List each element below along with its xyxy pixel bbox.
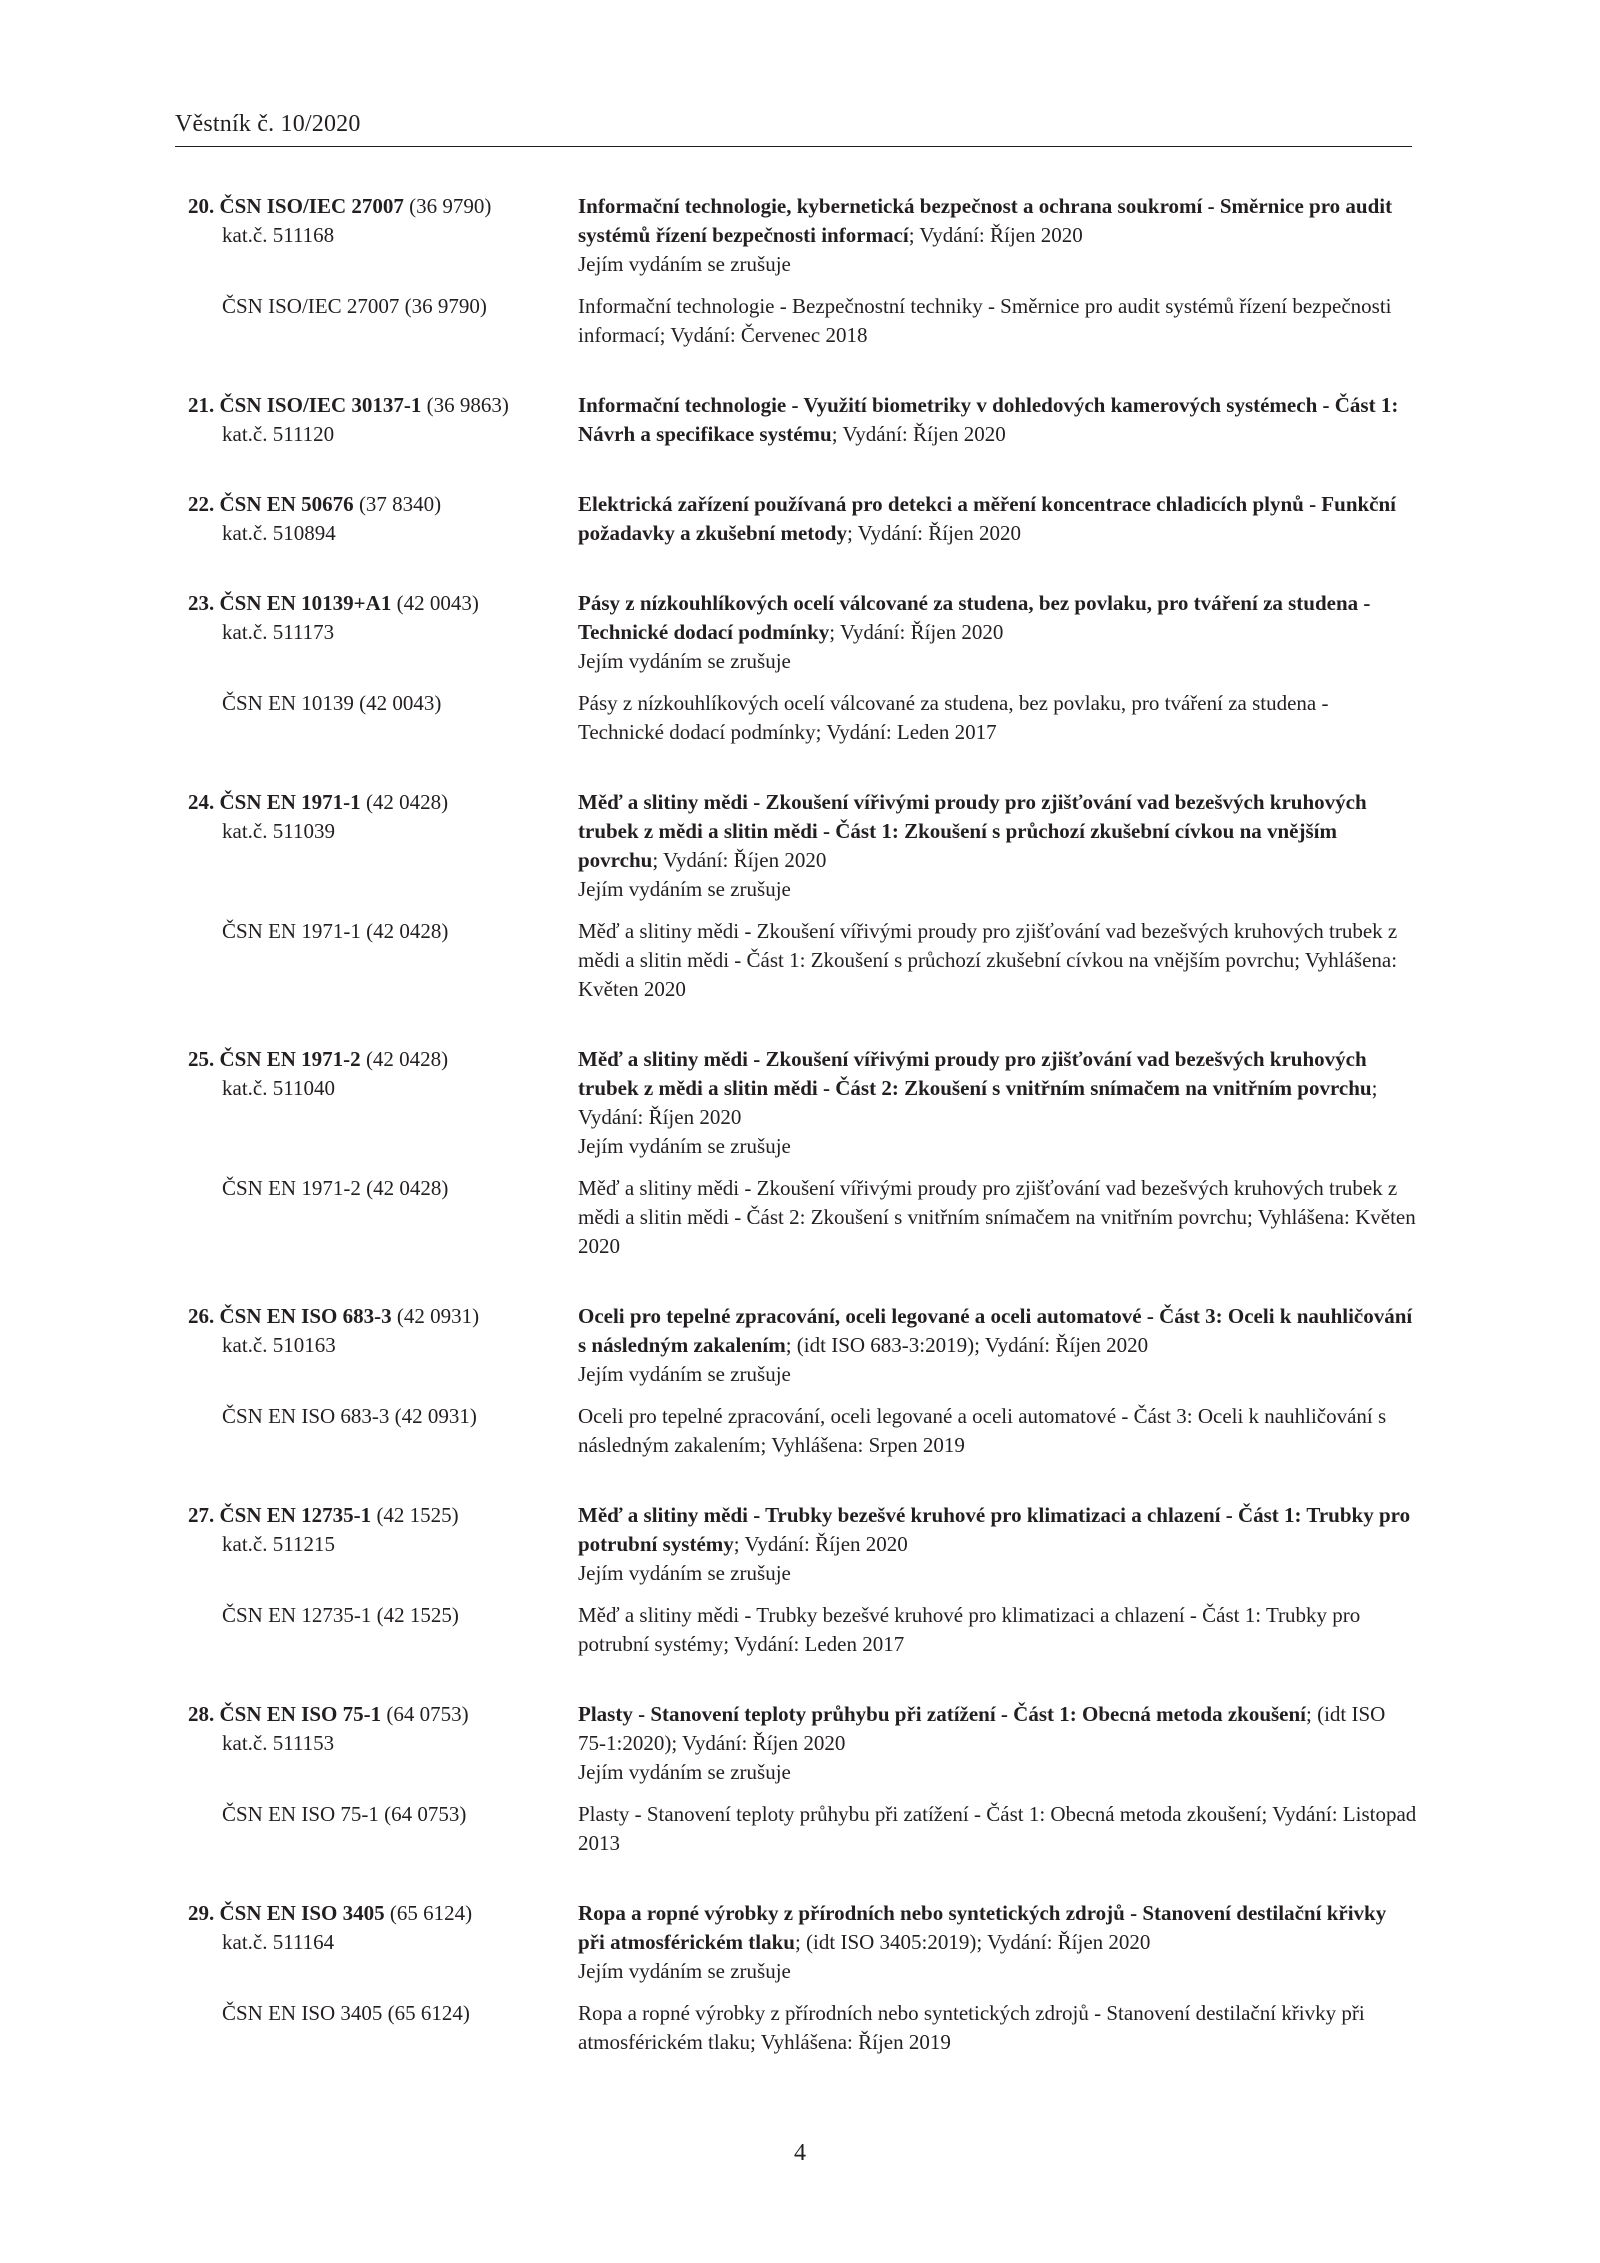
cancellation-note: Jejím vydáním se zrušuje	[578, 1959, 791, 1983]
standard-code: ČSN EN 1971-1	[219, 790, 361, 814]
standard-code: ČSN EN 1971-2	[219, 1047, 361, 1071]
standard-code: ČSN EN ISO 3405	[219, 1901, 385, 1925]
standard-title: Ropa a ropné výrobky z přírodních nebo syntetických zdrojů - Stanovení destilační křivky při atmosférickém tlaku	[578, 1901, 1387, 1954]
catalog-number: kat.č. 511164	[222, 1930, 335, 1954]
standard-entry	[0, 192, 1600, 350]
class-code: (65 6124)	[384, 1901, 473, 1925]
standard-entry	[0, 490, 1600, 548]
class-code: (42 0428)	[360, 1047, 449, 1071]
standard-description	[578, 192, 1418, 279]
standard-code: ČSN EN 50676	[219, 492, 354, 516]
standards-list	[0, 192, 1600, 2098]
standard-entry	[0, 589, 1600, 747]
replaced-code: ČSN EN 12735-1 (42 1525)	[222, 1603, 459, 1627]
entry-number: 25.	[188, 1047, 215, 1071]
new-standard-row	[0, 1899, 1600, 1986]
replaced-id	[188, 1800, 568, 1829]
replaced-description: Měď a slitiny mědi - Zkoušení vířivými proudy pro zjišťování vad bezešvých kruhových trubek z mědi a slitin mědi - Část 2: Zkoušení s vnitřním snímačem na vnitřním povrchu; Vyhlášena: Květen 2020	[578, 1176, 1416, 1258]
standard-id	[188, 1501, 568, 1559]
new-standard-row	[0, 192, 1600, 279]
replaced-standard-row	[0, 1800, 1600, 1858]
class-code: (36 9863)	[421, 393, 509, 417]
standard-id	[188, 192, 568, 250]
standard-details: ; (idt ISO 75-1:2020); Vydání: Říjen 2020	[578, 1702, 1386, 1755]
replaced-standard-row	[0, 1402, 1600, 1460]
standard-description	[578, 589, 1418, 676]
replaced-standard-row	[0, 1601, 1600, 1659]
standard-details: ; (idt ISO 683-3:2019); Vydání: Říjen 2020	[785, 1333, 1149, 1357]
replaced-id	[188, 1999, 568, 2028]
page-number: 4	[794, 2140, 806, 2166]
standard-description	[578, 1700, 1418, 1787]
replaced-standard-row	[0, 917, 1600, 1004]
replaced-standard-row	[0, 292, 1600, 350]
new-standard-row	[0, 391, 1600, 449]
standard-code: ČSN EN ISO 683-3	[219, 1304, 392, 1328]
standard-title: Pásy z nízkouhlíkových ocelí válcované za studena, bez povlaku, pro tváření za studena - Technické dodací podmínky	[578, 591, 1371, 644]
standard-description	[578, 391, 1418, 449]
replaced-id	[188, 917, 568, 946]
catalog-number: kat.č. 511215	[222, 1532, 335, 1556]
standard-details: ; Vydání: Říjen 2020	[908, 223, 1083, 247]
standard-code: ČSN EN 12735-1	[219, 1503, 372, 1527]
new-standard-row	[0, 1501, 1600, 1588]
replaced-code: ČSN EN 1971-1 (42 0428)	[222, 919, 449, 943]
replaced-id	[188, 1174, 568, 1203]
entry-number: 22.	[188, 492, 215, 516]
standard-description	[578, 1045, 1418, 1161]
cancellation-note: Jejím vydáním se zrušuje	[578, 649, 791, 673]
class-code: (42 0428)	[360, 790, 449, 814]
standard-title: Plasty - Stanovení teploty průhybu při zatížení - Část 1: Obecná metoda zkoušení	[578, 1702, 1307, 1726]
standard-id	[188, 391, 568, 449]
class-code: (42 1525)	[371, 1503, 459, 1527]
entry-number: 29.	[188, 1901, 215, 1925]
standard-id	[188, 1302, 568, 1360]
entry-number: 24.	[188, 790, 215, 814]
standard-details: ; (idt ISO 3405:2019); Vydání: Říjen 2020	[794, 1930, 1151, 1954]
replaced-description: Plasty - Stanovení teploty průhybu při zatížení - Část 1: Obecná metoda zkoušení; Vydání: Listopad 2013	[578, 1802, 1417, 1855]
catalog-number: kat.č. 511120	[222, 422, 335, 446]
standard-entry	[0, 1700, 1600, 1858]
replaced-code: ČSN EN ISO 3405 (65 6124)	[222, 2001, 470, 2025]
standard-title: Informační technologie, kybernetická bezpečnost a ochrana soukromí - Směrnice pro audit systémů řízení bezpečnosti informací	[578, 194, 1393, 247]
entry-number: 23.	[188, 591, 215, 615]
class-code: (37 8340)	[353, 492, 442, 516]
standard-description	[578, 1302, 1418, 1389]
replaced-code: ČSN EN ISO 75-1 (64 0753)	[222, 1802, 467, 1826]
replaced-id	[188, 1601, 568, 1630]
standard-description	[578, 788, 1418, 904]
standard-id	[188, 490, 568, 548]
replaced-description: Ropa a ropné výrobky z přírodních nebo syntetických zdrojů - Stanovení destilační křivky při atmosférickém tlaku; Vyhlášena: Říjen 2019	[578, 2001, 1365, 2054]
replaced-description: Pásy z nízkouhlíkových ocelí válcované za studena, bez povlaku, pro tváření za studena - Technické dodací podmínky; Vydání: Leden 2017	[578, 691, 1329, 744]
standard-entry	[0, 391, 1600, 449]
cancellation-note: Jejím vydáním se zrušuje	[578, 1362, 791, 1386]
standard-code: ČSN ISO/IEC 30137-1	[219, 393, 422, 417]
standard-details: ; Vydání: Říjen 2020	[733, 1532, 908, 1556]
replaced-id	[188, 1402, 568, 1431]
page-header	[175, 108, 1412, 147]
replaced-standard-row	[0, 1174, 1600, 1261]
new-standard-row	[0, 589, 1600, 676]
cancellation-note: Jejím vydáním se zrušuje	[578, 877, 791, 901]
standard-description	[578, 1899, 1418, 1986]
catalog-number: kat.č. 510894	[222, 521, 336, 545]
new-standard-row	[0, 788, 1600, 904]
replaced-description: Měď a slitiny mědi - Zkoušení vířivými proudy pro zjišťování vad bezešvých kruhových trubek z mědi a slitin mědi - Část 1: Zkoušení s průchozí zkušební cívkou na vnějším povrchu; Vyhlášena: Květen 2020	[578, 919, 1398, 1001]
replaced-description: Měď a slitiny mědi - Trubky bezešvé kruhové pro klimatizaci a chlazení - Část 1: Trubky pro potrubní systémy; Vydání: Leden 2017	[578, 1603, 1361, 1656]
standard-entry	[0, 1501, 1600, 1659]
entry-number: 26.	[188, 1304, 215, 1328]
standard-entry	[0, 1302, 1600, 1460]
standard-title: Oceli pro tepelné zpracování, oceli legované a oceli automatové - Část 3: Oceli k nauhličování s následným zakalením	[578, 1304, 1413, 1357]
new-standard-row	[0, 1045, 1600, 1161]
replaced-id	[188, 689, 568, 718]
standard-id	[188, 1045, 568, 1103]
replaced-description: Informační technologie - Bezpečnostní techniky - Směrnice pro audit systémů řízení bezpečnosti informací; Vydání: Červenec 2018	[578, 294, 1392, 347]
replaced-description: Oceli pro tepelné zpracování, oceli legované a oceli automatové - Část 3: Oceli k nauhličování s následným zakalením; Vyhlášena: Srpen 2019	[578, 1404, 1387, 1457]
standard-title: Měď a slitiny mědi - Zkoušení vířivými proudy pro zjišťování vad bezešvých kruhových trubek z mědi a slitin mědi - Část 2: Zkoušení s vnitřním snímačem na vnitřním povrchu	[578, 1047, 1372, 1100]
class-code: (42 0043)	[391, 591, 479, 615]
entry-number: 28.	[188, 1702, 215, 1726]
replaced-code: ČSN ISO/IEC 27007 (36 9790)	[222, 294, 487, 318]
replaced-code: ČSN EN 10139 (42 0043)	[222, 691, 442, 715]
standard-entry	[0, 1045, 1600, 1261]
entry-number: 20.	[188, 194, 215, 218]
replaced-standard-row	[0, 1999, 1600, 2057]
standard-title: Elektrická zařízení používaná pro detekci a měření koncentrace chladicích plynů - Funkční požadavky a zkušební metody	[578, 492, 1397, 545]
standard-details: ; Vydání: Říjen 2020	[831, 422, 1006, 446]
standard-code: ČSN EN 10139+A1	[219, 591, 392, 615]
standard-code: ČSN ISO/IEC 27007	[219, 194, 404, 218]
standard-details: ; Vydání: Říjen 2020	[829, 620, 1004, 644]
standard-code: ČSN EN ISO 75-1	[219, 1702, 382, 1726]
entry-number: 27.	[188, 1503, 215, 1527]
standard-entry	[0, 788, 1600, 1004]
standard-title: Informační technologie - Využití biometriky v dohledových kamerových systémech - Část 1: Návrh a specifikace systému	[578, 393, 1399, 446]
catalog-number: kat.č. 511040	[222, 1076, 335, 1100]
standard-details: ; Vydání: Říjen 2020	[652, 848, 827, 872]
catalog-number: kat.č. 511168	[222, 223, 335, 247]
standard-description	[578, 490, 1418, 548]
cancellation-note: Jejím vydáním se zrušuje	[578, 1561, 791, 1585]
standard-details: ; Vydání: Říjen 2020	[578, 1076, 1378, 1129]
class-code: (42 0931)	[391, 1304, 480, 1328]
standard-description	[578, 1501, 1418, 1588]
cancellation-note: Jejím vydáním se zrušuje	[578, 1760, 791, 1784]
standard-id	[188, 1700, 568, 1758]
class-code: (36 9790)	[403, 194, 492, 218]
standard-details: ; Vydání: Říjen 2020	[846, 521, 1021, 545]
standard-id	[188, 589, 568, 647]
standard-entry	[0, 1899, 1600, 2057]
standard-id	[188, 1899, 568, 1957]
class-code: (64 0753)	[381, 1702, 469, 1726]
cancellation-note: Jejím vydáním se zrušuje	[578, 252, 791, 276]
new-standard-row	[0, 1302, 1600, 1389]
replaced-standard-row	[0, 689, 1600, 747]
cancellation-note: Jejím vydáním se zrušuje	[578, 1134, 791, 1158]
new-standard-row	[0, 490, 1600, 548]
catalog-number: kat.č. 510163	[222, 1333, 336, 1357]
catalog-number: kat.č. 511039	[222, 819, 335, 843]
entry-number: 21.	[188, 393, 215, 417]
standard-title: Měď a slitiny mědi - Zkoušení vířivými proudy pro zjišťování vad bezešvých kruhových trubek z mědi a slitin mědi - Část 1: Zkoušení s průchozí zkušební cívkou na vnějším povrchu	[578, 790, 1367, 872]
catalog-number: kat.č. 511153	[222, 1731, 335, 1755]
replaced-id	[188, 292, 568, 321]
standard-title: Měď a slitiny mědi - Trubky bezešvé kruhové pro klimatizaci a chlazení - Část 1: Trubky pro potrubní systémy	[578, 1503, 1411, 1556]
replaced-code: ČSN EN 1971-2 (42 0428)	[222, 1176, 449, 1200]
bulletin-title: Věstník č. 10/2020	[175, 111, 361, 137]
standard-id	[188, 788, 568, 846]
catalog-number: kat.č. 511173	[222, 620, 335, 644]
new-standard-row	[0, 1700, 1600, 1787]
replaced-code: ČSN EN ISO 683-3 (42 0931)	[222, 1404, 477, 1428]
